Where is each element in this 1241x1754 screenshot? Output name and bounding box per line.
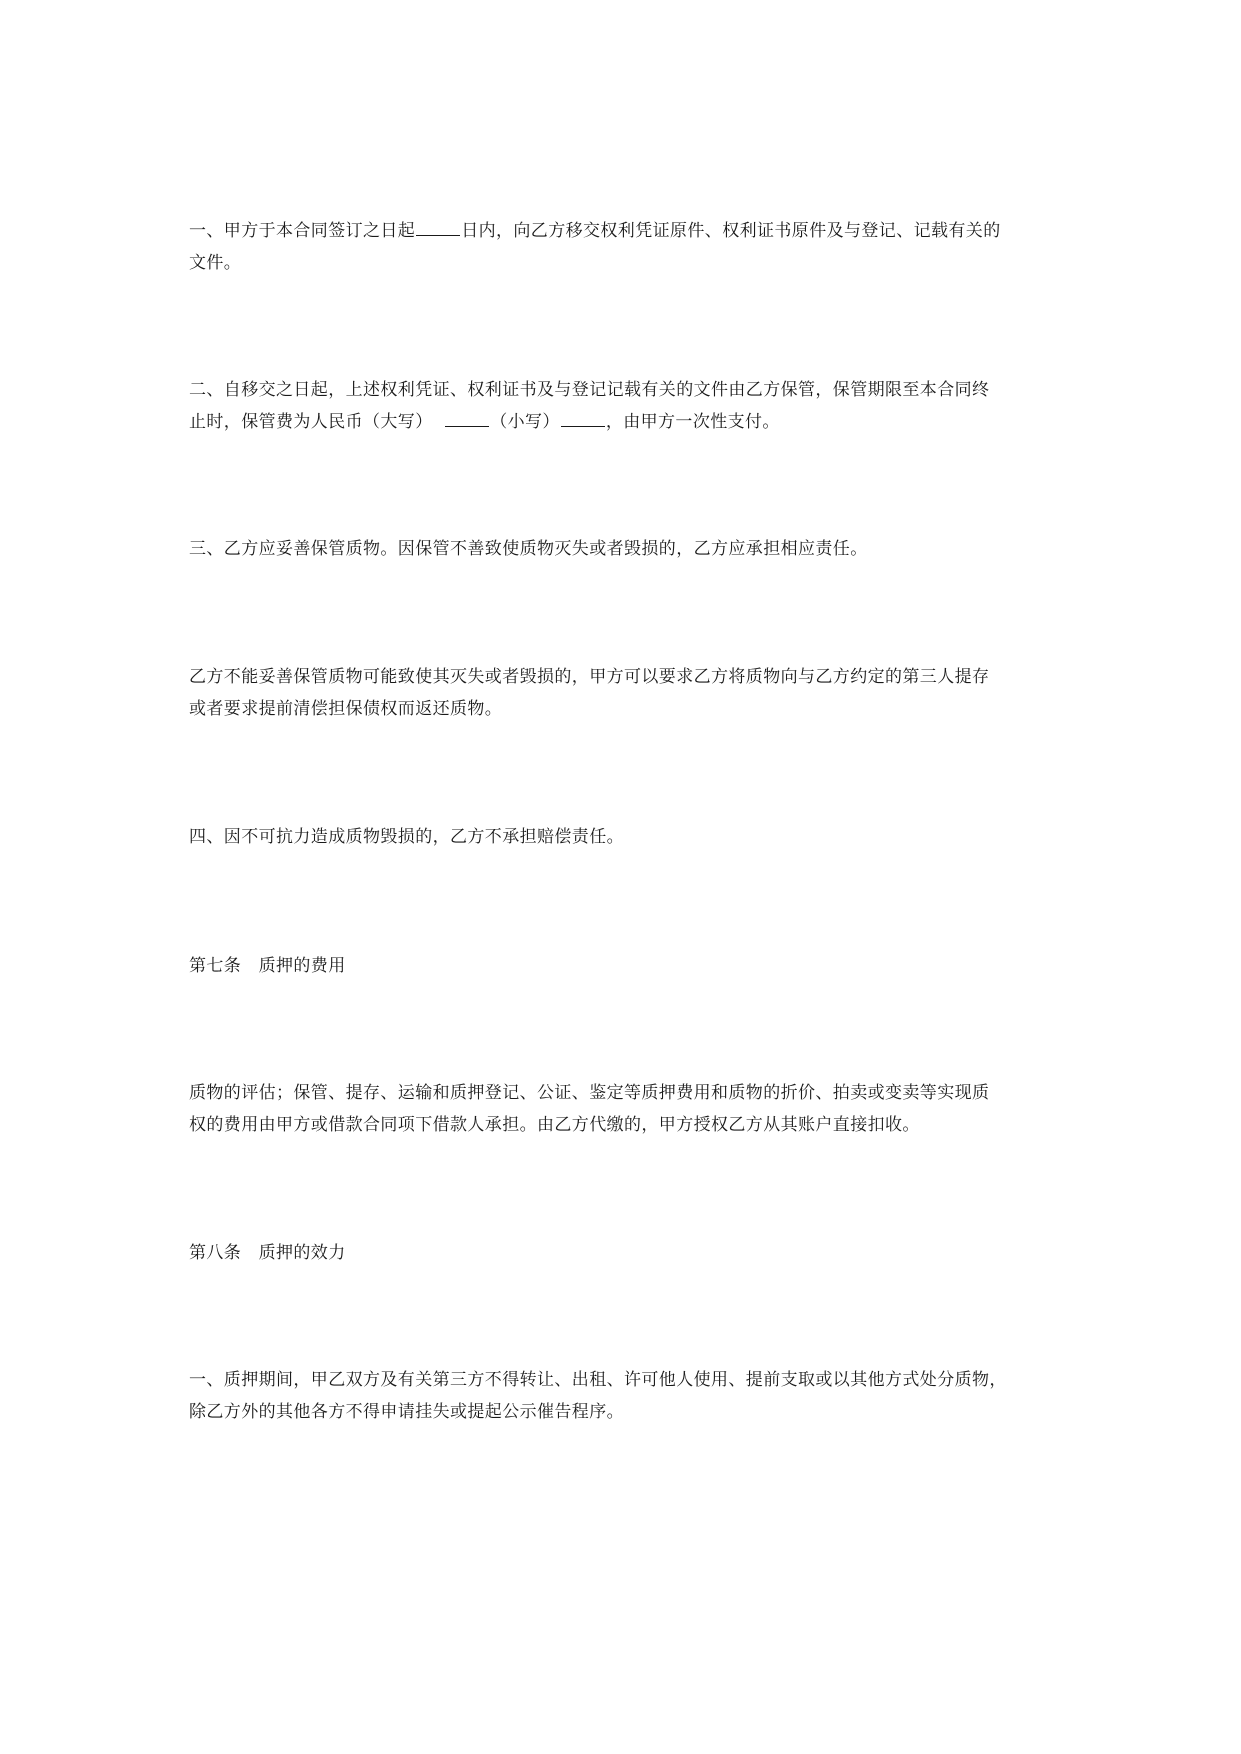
paragraph-line: 一、质押期间，甲乙双方及有关第三方不得转让、出租、许可他人使用、提前支取或以其他方式处分质物， [189, 1370, 1007, 1390]
paragraph-handover [189, 215, 1059, 279]
paragraph-line [189, 406, 1059, 438]
paragraph-line: 除乙方外的其他各方不得申请挂失或提起公示催告程序。 [189, 1402, 624, 1422]
paragraph-line: 乙方不能妥善保管质物可能致使其灭失或者毁损的，甲方可以要求乙方将质物向与乙方约定的第三人提存 [189, 667, 990, 687]
text-segment: ，由甲方一次性支付。 [605, 412, 780, 432]
paragraph-pledge-costs [189, 1077, 1059, 1141]
paragraph-custody-fee [189, 374, 1059, 438]
paragraph-line: 二、自移交之日起，上述权利凭证、权利证书及与登记记载有关的文件由乙方保管，保管期限至本合同终 [189, 380, 990, 400]
paragraph-pledge-validity [189, 1364, 1059, 1428]
text-segment: （小写） [490, 412, 560, 432]
text-segment: 一、甲方于本合同签订之日起 [189, 221, 416, 241]
paragraph-line: 文件。 [189, 253, 242, 273]
fill-in-blank-days [416, 219, 460, 236]
paragraph-force-majeure [189, 821, 1059, 853]
paragraph-line: 四、因不可抗力造成质物毁损的，乙方不承担赔偿责任。 [189, 827, 624, 847]
text-segment: 止时，保管费为人民币（大写） [189, 412, 433, 432]
section-heading-article-8: 第八条 质押的效力 [189, 1243, 346, 1263]
paragraph-line: 三、乙方应妥善保管质物。因保管不善致使质物灭失或者毁损的，乙方应承担相应责任。 [189, 539, 868, 559]
paragraph-safekeeping [189, 533, 1059, 565]
paragraph-line [189, 215, 1059, 247]
paragraph-improper-custody [189, 661, 1059, 725]
text-segment: 日内，向乙方移交权利凭证原件、权利证书原件及与登记、记载有关的 [461, 221, 1001, 241]
fill-in-blank-amount-words [445, 410, 489, 427]
paragraph-line: 权的费用由甲方或借款合同项下借款人承担。由乙方代缴的，甲方授权乙方从其账户直接扣收。 [189, 1115, 920, 1135]
paragraph-line: 质物的评估；保管、提存、运输和质押登记、公证、鉴定等质押费用和质物的折价、拍卖或变卖等实现质 [189, 1083, 990, 1103]
paragraph-line: 或者要求提前清偿担保债权而返还质物。 [189, 699, 503, 719]
fill-in-blank-amount-figures [561, 410, 605, 427]
section-heading-article-7: 第七条 质押的费用 [189, 956, 346, 976]
